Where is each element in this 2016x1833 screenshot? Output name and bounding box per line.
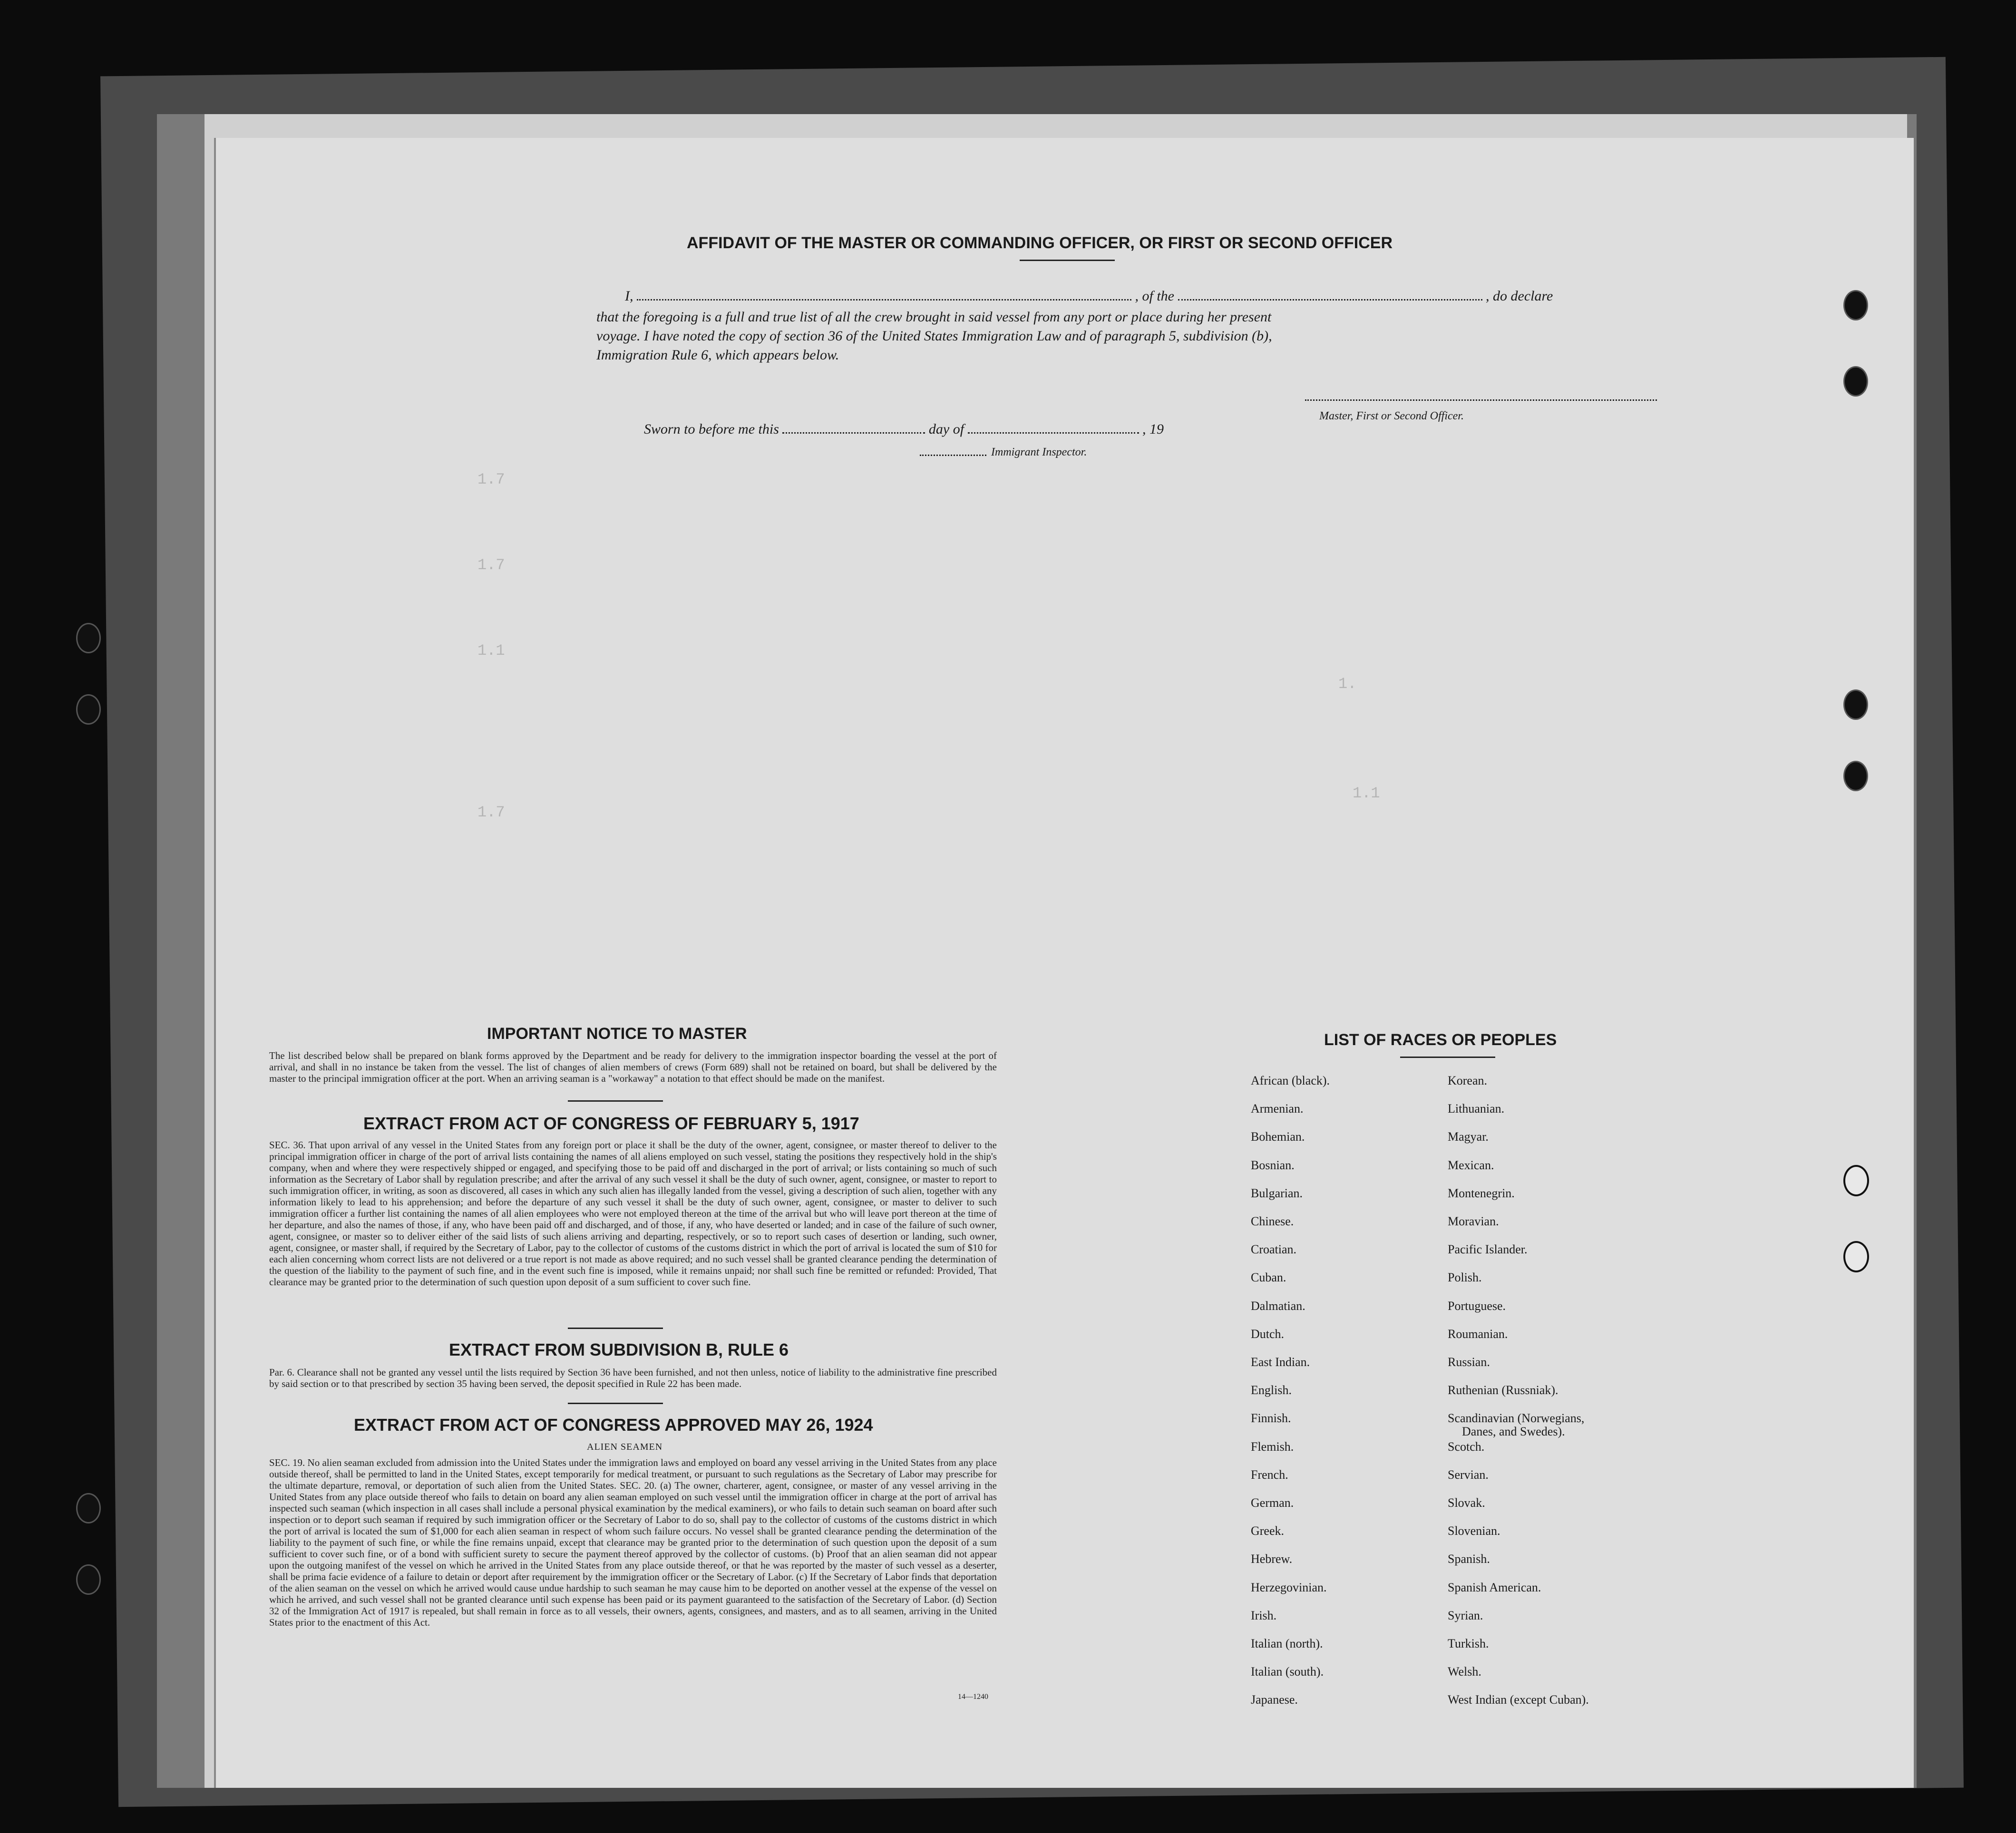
- race-item: Spanish.: [1448, 1552, 1490, 1566]
- notice-title: IMPORTANT NOTICE TO MASTER: [487, 1025, 747, 1043]
- bleed-through-mark: 1.: [1338, 675, 1357, 693]
- race-item: Cuban.: [1251, 1270, 1286, 1285]
- affidavit-line-1: [625, 288, 1553, 304]
- affidavit-line-2: that the foregoing is a full and true list of all the crew brought in said vessel from any port or place during her present: [596, 309, 1272, 325]
- race-item: Turkish.: [1448, 1637, 1489, 1650]
- affidavit-of-the: , of the: [1135, 288, 1174, 304]
- notice-body: The list described below shall be prepared on blank forms approved by the Department and be ready for delivery to the immigration inspector boarding the vessel at the port of arrival, and shall in no instance be taken from the vessel. The list of changes of alien members of crews (Form 689) shall not be retained on board, but shall be delivered by the master to the principal immigration officer at the port. When an arriving seaman is a "workaway" a notation to that effect should be made on the manifest.: [269, 1050, 997, 1084]
- master-signature-label: Master, First or Second Officer.: [1319, 410, 1464, 422]
- race-item: Spanish American.: [1448, 1580, 1541, 1594]
- race-item: West Indian (except Cuban).: [1448, 1693, 1589, 1707]
- race-item: Bohemian.: [1251, 1130, 1305, 1144]
- race-item: Greek.: [1251, 1524, 1285, 1538]
- race-item: Montenegrin.: [1448, 1186, 1515, 1200]
- section-rule: [568, 1100, 663, 1102]
- race-item: Bosnian.: [1251, 1158, 1295, 1172]
- race-item: Moravian.: [1448, 1214, 1499, 1228]
- section-rule: [568, 1403, 663, 1404]
- race-item: Russian.: [1448, 1355, 1490, 1369]
- name-blank: [637, 299, 1131, 301]
- extract-1917-body: SEC. 36. That upon arrival of any vessel in the United States from any foreign port or place it shall be the duty of the owner, agent, consignee, or master thereof to deliver to the principal immigration officer in charge of the port of arrival lists containing the names of all aliens employed on such vessel, stating the positions they respectively hold in the ship's company, when and where they were respectively shipped or engaged, and specifying those to be paid off and discharged in the port of arrival; or lists containing so much of such information as the Secretary of Labor shall by regulation prescribe; and after the arrival of any such vessel it shall be the duty of such owner, agent, consignee, or master to report to such immigration officer, in writing, as soon as discovered, all cases in which any such alien has illegally landed from the vessel, giving a description of such alien, together with any information likely to lead to his apprehension; and before the departure of any such vessel it shall be the duty of such owner, agent, consignee, or master to deliver to such immigration officer a further list containing the names of all alien employees who were not employed thereon at the time of the arrival but who will leave port thereon at the time of her departure, and also the names of those, if any, who have been paid off and discharged, and of those, if any, who have deserted or landed; and in case of the failure of such owner, agent, consignee, or master so to deliver either of the said lists of such aliens arriving and departing, respectively, or so to report such cases of desertion or landing, such owner, agent, consignee, or master shall, if required by the Secretary of Labor, pay to the collector of customs of the customs district in which the port of arrival is located the sum of $10 for each alien concerning whom correct lists are not delivered or a true report is not made as above required; and no such vessel shall be granted clearance pending the determination of the question of the liability to the payment of such fine, and in the event such fine is imposed, while it remains unpaid; nor shall such fine be remitted or refunded: Provided, That clearance may be granted prior to the determination of such question upon deposit of a sum sufficient to cover such fine.: [269, 1139, 997, 1288]
- race-item: Hebrew.: [1251, 1552, 1293, 1566]
- race-item: Bulgarian.: [1251, 1186, 1303, 1200]
- race-item: English.: [1251, 1383, 1292, 1397]
- master-signature-line: [1305, 399, 1657, 401]
- bleed-through-mark: 1.7: [477, 556, 505, 574]
- binder-hole: [1843, 761, 1868, 791]
- race-item: African (black).: [1251, 1074, 1330, 1087]
- race-item: Slovenian.: [1448, 1524, 1500, 1538]
- inspector-label: Immigrant Inspector.: [991, 446, 1087, 458]
- race-item: Slovak.: [1448, 1496, 1485, 1510]
- vessel-blank: [1178, 299, 1482, 301]
- month-blank: [968, 432, 1139, 434]
- race-item: Dutch.: [1251, 1327, 1285, 1341]
- affidavit-declare: , do declare: [1486, 288, 1553, 304]
- race-item: Finnish.: [1251, 1411, 1291, 1426]
- races-rule: [1400, 1057, 1495, 1058]
- binder-hole: [1843, 689, 1868, 720]
- affidavit-title: AFFIDAVIT OF THE MASTER OR COMMANDING OFFICER, OR FIRST OR SECOND OFFICER: [687, 234, 1393, 252]
- race-item: East Indian.: [1251, 1355, 1310, 1369]
- affidavit-i: I,: [625, 288, 633, 304]
- binder-hole: [1843, 1241, 1869, 1272]
- binder-hole: [1843, 1165, 1869, 1196]
- race-item: Irish.: [1251, 1608, 1277, 1622]
- inspector-signature-line: [920, 455, 986, 456]
- race-item: Portuguese.: [1448, 1299, 1506, 1313]
- race-item: Flemish.: [1251, 1439, 1294, 1454]
- affidavit-line-3: voyage. I have noted the copy of section 36 of the United States Immigration Law and of paragraph 5, subdivision (b),: [596, 328, 1272, 344]
- race-item: Ruthenian (Russniak).: [1448, 1383, 1558, 1397]
- binder-hole: [1843, 290, 1868, 320]
- section-rule: [568, 1328, 663, 1329]
- sworn-mid: day of: [928, 421, 964, 437]
- race-item: Korean.: [1448, 1074, 1488, 1087]
- extract-1924-body: SEC. 19. No alien seaman excluded from admission into the United States under the immigration laws and employed on board any vessel arriving in the United States from any place outside thereof, shall be permitted to land in the United States, except temporarily for medical treatment, or pursuant to such regulations as the Secretary of Labor may prescribe for the ultimate departure, removal, or deportation of such alien from the United States. SEC. 20. (a) The owner, charterer, agent, consignee, or master of any vessel arriving in the United States from any place outside thereof who fails to detain on board any alien seaman employed on such vessel until the immigration officer in charge at the port of arrival has inspected such seaman (which inspection in all cases shall include a personal physical examination by the medical examiners), or who fails to detain such seaman on board after such inspection or to deport such seaman if required by such immigration officer or the Secretary of Labor to do so, shall pay to the collector of customs of the customs district in which the port of arrival is located the sum of $1,000 for each alien seaman in respect of whom such failure occurs. No vessel shall be granted clearance pending the determination of the liability to the payment of such fine, or while the fine remains unpaid, except that clearance may be granted prior to the determination of such question upon the deposit of a sum sufficient to cover such fine, or of a bond with sufficient surety to secure the payment thereof approved by the collector of customs. (b) Proof that an alien seaman did not appear upon the outgoing manifest of the vessel on which he arrived in the United States from any place outside thereof, or that he was reported by the master of such vessel as a deserter, shall be prima facie evidence of a failure to detain or deport after requirement by the immigration officer or the Secretary of Labor. (c) If the Secretary of Labor finds that deportation of the alien seaman on the vessel on which he arrived would cause undue hardship to such seaman he may cause him to be deported on another vessel at the expense of the vessel on which he arrived, and such vessel shall not be granted clearance until such expense has been paid or its payment guaranteed to the satisfaction of the Secretary of Labor. (d) Section 32 of the Immigration Act of 1917 is repealed, but shall remain in force as to all vessels, their owners, agents, consignees, and masters, and as to all seamen, arriving in the United States prior to the enactment of this Act.: [269, 1457, 997, 1628]
- race-item: Italian (south).: [1251, 1665, 1324, 1679]
- race-item: Armenian.: [1251, 1102, 1304, 1116]
- binder-hole: [76, 1493, 101, 1523]
- form-number: 14—1240: [958, 1693, 988, 1701]
- race-item: Chinese.: [1251, 1214, 1294, 1228]
- extract-1924-subtitle: ALIEN SEAMEN: [587, 1442, 663, 1452]
- sworn-line: [644, 421, 1164, 437]
- race-item: Scandinavian (Norwegians,: [1448, 1411, 1585, 1426]
- race-item: German.: [1251, 1496, 1294, 1510]
- binder-hole: [76, 623, 101, 653]
- binder-hole: [76, 694, 101, 725]
- affidavit-line-4: Immigration Rule 6, which appears below.: [596, 347, 839, 363]
- race-item: French.: [1251, 1467, 1288, 1482]
- race-item: Lithuanian.: [1448, 1102, 1505, 1116]
- race-item: Mexican.: [1448, 1158, 1494, 1172]
- bleed-through-mark: 1.1: [477, 642, 505, 659]
- races-title: LIST OF RACES OR PEOPLES: [1324, 1031, 1557, 1049]
- race-item: Danes, and Swedes).: [1462, 1425, 1565, 1439]
- race-item: Welsh.: [1448, 1665, 1481, 1679]
- day-blank: [782, 432, 925, 434]
- extract-1924-title: EXTRACT FROM ACT OF CONGRESS APPROVED MAY 26, 1924: [354, 1415, 873, 1435]
- race-item: Croatian.: [1251, 1242, 1297, 1257]
- race-item: Pacific Islander.: [1448, 1242, 1528, 1257]
- bleed-through-mark: 1.7: [477, 471, 505, 488]
- race-item: Scotch.: [1448, 1439, 1485, 1454]
- binder-hole: [1843, 366, 1868, 397]
- title-rule: [1020, 260, 1115, 261]
- race-item: Syrian.: [1448, 1608, 1483, 1622]
- race-item: Dalmatian.: [1251, 1299, 1305, 1313]
- manifest-page: [214, 138, 1914, 1788]
- race-item: Herzegovinian.: [1251, 1580, 1327, 1594]
- bleed-through-mark: 1.1: [1353, 785, 1380, 802]
- extract-rule6-title: EXTRACT FROM SUBDIVISION B, RULE 6: [449, 1340, 789, 1359]
- sworn-year: , 19: [1142, 421, 1164, 437]
- race-item: Japanese.: [1251, 1693, 1298, 1707]
- extract-1917-title: EXTRACT FROM ACT OF CONGRESS OF FEBRUARY 5, 1917: [363, 1114, 859, 1133]
- race-item: Servian.: [1448, 1467, 1489, 1482]
- race-item: Roumanian.: [1448, 1327, 1508, 1341]
- race-item: Magyar.: [1448, 1130, 1489, 1144]
- race-item: Polish.: [1448, 1270, 1482, 1285]
- extract-rule6-body: Par. 6. Clearance shall not be granted any vessel until the lists required by Section 36 have been furnished, and not then unless, notice of liability to the administrative fine prescribed by said section or to that prescribed by section 35 having been served, the deposit specified in Rule 22 has been made.: [269, 1367, 997, 1389]
- bleed-through-mark: 1.7: [477, 804, 505, 821]
- binder-hole: [76, 1564, 101, 1595]
- race-item: Italian (north).: [1251, 1637, 1323, 1650]
- sworn-prefix: Sworn to before me this: [644, 421, 779, 437]
